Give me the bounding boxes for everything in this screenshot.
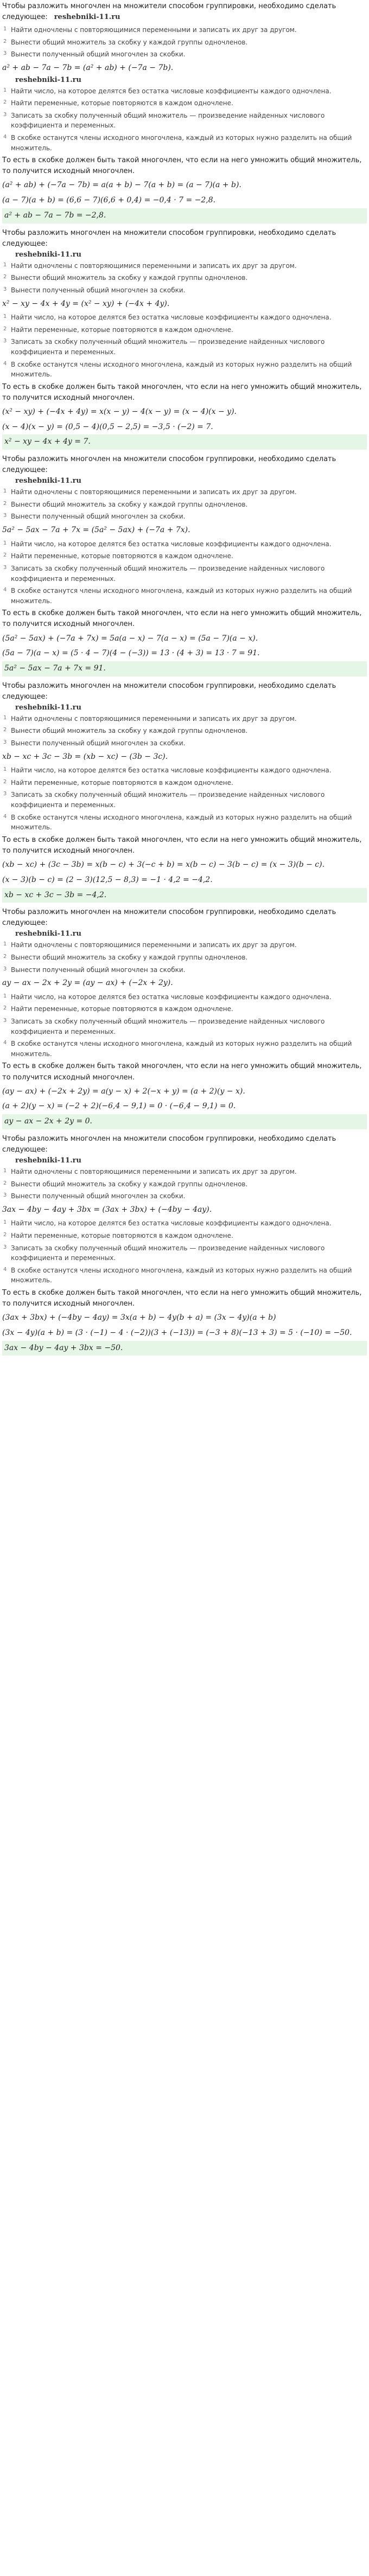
eval-formula: (a − 7)(a + b) = (6,6 − 7)(6,6 + 0,4) = −0,4 · 7 = −2,8. <box>2 196 216 205</box>
check-text: То есть в скобке должен быть такой многочлен, что если на него умножить общий множитель, то получится исходный многочлен. <box>2 382 362 402</box>
factor-formula: (x² − xy) + (−4x + 4y) = x(x − y) − 4(x − y) = (x − 4)(x − y). <box>2 407 237 417</box>
rule-1: 1 Найти число, на которое делятся без остатка числовые коэффициенты каждого одночлена. <box>3 993 332 1001</box>
watermark: reshebniki-11.ru <box>15 703 81 712</box>
grouping-formula: a² + ab − 7a − 7b = (a² + ab) + (−7a − 7b). <box>2 63 174 73</box>
step-2: 2 Вынести общий множитель за скобку у каждой группы одночленов. <box>3 953 248 961</box>
step-1: 1 Найти одночлены с повторяющимися переменными и записать их друг за другом. <box>3 26 297 34</box>
rule-3: 3 Записать за скобку полученный общий множитель — произведение найденных числового коэффициента и переменных. <box>3 1018 325 1035</box>
check-text: То есть в скобке должен быть такой многочлен, что если на него умножить общий множитель, то получится исходный многочлен. <box>2 1062 362 1082</box>
answer: 3ax − 4by − 4ay + 3bx = −50. <box>2 1341 367 1356</box>
step-1: 1 Найти одночлены с повторяющимися переменными и записать их друг за другом. <box>3 261 297 270</box>
factor-formula: (3ax + 3bx) + (−4by − 4ay) = 3x(a + b) − 4y(b + a) = (3x − 4y)(a + b) <box>2 1313 276 1322</box>
rule-3: 3 Записать за скобку полученный общий множитель — произведение найденных числового коэффициента и переменных. <box>3 564 325 583</box>
intro-text: Чтобы разложить многочлен на множители способом группировки, необходимо сделать следующее: reshebniki-11.ru <box>2 2 336 22</box>
grouping-formula: ay − ax − 2x + 2y = (ay − ax) + (−2x + 2y). <box>2 979 173 988</box>
check-text: То есть в скобке должен быть такой многочлен, что если на него умножить общий множитель, то получится исходный многочлен. <box>2 835 362 855</box>
grouping-formula: 5a² − 5ax − 7a + 7x = (5a² − 5ax) + (−7a + 7x). <box>2 526 190 535</box>
rule-2: 2 Найти переменные, которые повторяются в каждом одночлене. <box>3 325 233 334</box>
factor-formula: (ay − ax) + (−2x + 2y) = a(y − x) + 2(−x + y) = (a + 2)(y − x). <box>2 1086 245 1096</box>
eval-formula: (a + 2)(y − x) = (−2 + 2)(−6,4 − 9,1) = 0 · (−6,4 − 9,1) = 0. <box>2 1102 236 1111</box>
check-text: То есть в скобке должен быть такой многочлен, что если на него умножить общий множитель, то получится исходный многочлен. <box>2 156 362 176</box>
intro-text: Чтобы разложить многочлен на множители способом группировки, необходимо сделать следующее: <box>2 908 336 928</box>
step-3: 3 Вынести полученный общий многочлен за скобки. <box>3 1192 186 1200</box>
intro-text: Чтобы разложить многочлен на множители способом группировки, необходимо сделать следующее: <box>2 228 336 248</box>
rule-2: 2 Найти переменные, которые повторяются в каждом одночлене. <box>3 1231 233 1239</box>
rule-2: 2 Найти переменные, которые повторяются в каждом одночлене. <box>3 99 233 107</box>
watermark: reshebniki-11.ru <box>15 75 81 84</box>
step-3: 3 Вынести полученный общий многочлен за скобки. <box>3 50 186 59</box>
eval-formula: (3x − 4y)(a + b) = (3 · (−1) − 4 · (−2))(3 + (−13)) = (−3 + 8)(−13 + 3) = 5 · (−10) = −50. <box>2 1328 352 1337</box>
task-5 <box>2 906 367 1129</box>
rule-1: 1 Найти число, на которое делятся без остатка числовые коэффициенты каждого одночлена. <box>3 314 332 322</box>
step-1: 1 Найти одночлены с повторяющимися переменными и записать их друг за другом. <box>3 1167 297 1175</box>
rule-4: 4 В скобке останутся члены исходного многочлена, каждый из которых нужно разделить на общий множитель. <box>3 813 352 832</box>
step-3: 3 Вынести полученный общий многочлен за скобки. <box>3 739 186 747</box>
task-6 <box>2 1133 367 1356</box>
step-2: 2 Вынести общий множитель за скобку у каждой группы одночленов. <box>3 1180 248 1188</box>
step-2: 2 Вынести общий множитель за скобку у каждой группы одночленов. <box>3 38 248 46</box>
answer: xb − xc + 3c − 3b = −4,2. <box>2 888 367 903</box>
rule-3: 3 Записать за скобку полученный общий множитель — произведение найденных числового коэффициента и переменных. <box>3 338 325 356</box>
check-text: То есть в скобке должен быть такой многочлен, что если на него умножить общий множитель, то получится исходный многочлен. <box>2 1288 362 1308</box>
step-3: 3 Вынести полученный общий многочлен за скобки. <box>3 513 186 521</box>
grouping-formula: 3ax − 4by − 4ay + 3bx = (3ax + 3bx) + (−4by − 4ay). <box>2 1205 212 1214</box>
grouping-formula: xb − xc + 3c − 3b = (xb − xc) − (3b − 3c). <box>2 752 168 761</box>
intro-text: Чтобы разложить многочлен на множители способом группировки, необходимо сделать следующее: <box>2 455 336 475</box>
factor-formula: (5a² − 5ax) + (−7a + 7x) = 5a(a − x) − 7(a − x) = (5a − 7)(a − x). <box>2 634 258 643</box>
rule-1: 1 Найти число, на которое делятся без остатка числовые коэффициенты каждого одночлена. <box>3 766 332 775</box>
rule-2: 2 Найти переменные, которые повторяются в каждом одночлене. <box>3 552 233 560</box>
rule-4: 4 В скобке останутся члены исходного многочлена, каждый из которых нужно разделить на общий множитель. <box>3 1266 352 1284</box>
intro-text: Чтобы разложить многочлен на множители способом группировки, необходимо сделать следующее: <box>2 681 336 701</box>
eval-formula: (5a − 7)(a − x) = (5 · 4 − 7)(4 − (−3)) = 13 · (4 + 3) = 13 · 7 = 91. <box>2 649 260 658</box>
rule-4: 4 В скобке останутся члены исходного многочлена, каждый из которых нужно разделить на общий множитель. <box>3 1040 352 1058</box>
rule-1: 1 Найти число, на которое делятся без остатка числовые коэффициенты каждого одночлена. <box>3 540 332 548</box>
step-1: 1 Найти одночлены с повторяющимися переменными и записать их друг за другом. <box>3 714 297 723</box>
check-text: То есть в скобке должен быть такой многочлен, что если на него умножить общий множитель, то получится исходный многочлен. <box>2 609 362 629</box>
rule-3: 3 Записать за скобку полученный общий множитель — произведение найденных числового коэффициента и переменных. <box>3 791 325 809</box>
rule-2: 2 Найти переменные, которые повторяются в каждом одночлене. <box>3 1005 233 1013</box>
answer: ay − ax − 2x + 2y = 0. <box>2 1114 367 1129</box>
step-2: 2 Вынести общий множитель за скобку у каждой группы одночленов. <box>3 274 248 282</box>
answer: a² + ab − 7a − 7b = −2,8. <box>2 208 367 223</box>
grouping-formula: x² − xy − 4x + 4y = (x² − xy) + (−4x + 4y). <box>2 299 170 308</box>
watermark: reshebniki-11.ru <box>15 1156 81 1165</box>
step-2: 2 Вынести общий множитель за скобку у каждой группы одночленов. <box>3 727 248 735</box>
rule-1: 1 Найти число, на которое делятся без остатка числовые коэффициенты каждого одночлена. <box>3 87 332 95</box>
task-4 <box>2 680 367 903</box>
watermark: reshebniki-11.ru <box>15 250 81 259</box>
watermark: reshebniki-11.ru <box>15 477 81 485</box>
step-3: 3 Вынести полученный общий многочлен за скобки. <box>3 966 186 974</box>
eval-formula: (x − 4)(x − y) = (0,5 − 4)(0,5 − 2,5) = −3,5 · (−2) = 7. <box>2 422 213 431</box>
step-2: 2 Вынести общий множитель за скобку у каждой группы одночленов. <box>3 500 248 508</box>
eval-formula: (x − 3)(b − c) = (2 − 3)(12,5 − 8,3) = −1 · 4,2 = −4,2. <box>2 875 213 884</box>
task-2 <box>2 227 367 450</box>
rule-4: 4 В скобке останутся члены исходного многочлена, каждый из которых нужно разделить на общий множитель. <box>3 134 352 152</box>
step-1: 1 Найти одночлены с повторяющимися переменными и записать их друг за другом. <box>3 941 297 949</box>
answer: x² − xy − 4x + 4y = 7. <box>2 434 367 450</box>
rule-3: 3 Записать за скобку полученный общий множитель — произведение найденных числового коэффициента и переменных. <box>3 111 325 130</box>
factor-formula: (xb − xc) + (3c − 3b) = x(b − c) + 3(−c + b) = x(b − c) − 3(b − c) = (x − 3)(b − c). <box>2 860 325 870</box>
rule-1: 1 Найти число, на которое делятся без остатка числовые коэффициенты каждого одночлена. <box>3 1219 332 1228</box>
factor-formula: (a² + ab) + (−7a − 7b) = a(a + b) − 7(a + b) = (a − 7)(a + b). <box>2 181 241 190</box>
rule-2: 2 Найти переменные, которые повторяются в каждом одночлене. <box>3 778 233 787</box>
task-3 <box>2 453 367 676</box>
answer: 5a² − 5ax − 7a + 7x = 91. <box>2 661 367 676</box>
intro-text: Чтобы разложить многочлен на множители способом группировки, необходимо сделать следующее: <box>2 1134 336 1154</box>
watermark: reshebniki-11.ru <box>15 930 81 938</box>
rule-3: 3 Записать за скобку полученный общий множитель — произведение найденных числового коэффициента и переменных. <box>3 1244 325 1262</box>
rule-4: 4 В скобке останутся члены исходного многочлена, каждый из которых нужно разделить на общий множитель. <box>3 360 352 379</box>
watermark: reshebniki-11.ru <box>54 13 120 22</box>
step-1: 1 Найти одночлены с повторяющимися переменными и записать их друг за другом. <box>3 488 297 496</box>
task-1 <box>2 0 367 223</box>
rule-4: 4 В скобке останутся члены исходного многочлена, каждый из которых нужно разделить на общий множитель. <box>3 587 352 605</box>
step-3: 3 Вынести полученный общий многочлен за скобки. <box>3 286 186 294</box>
